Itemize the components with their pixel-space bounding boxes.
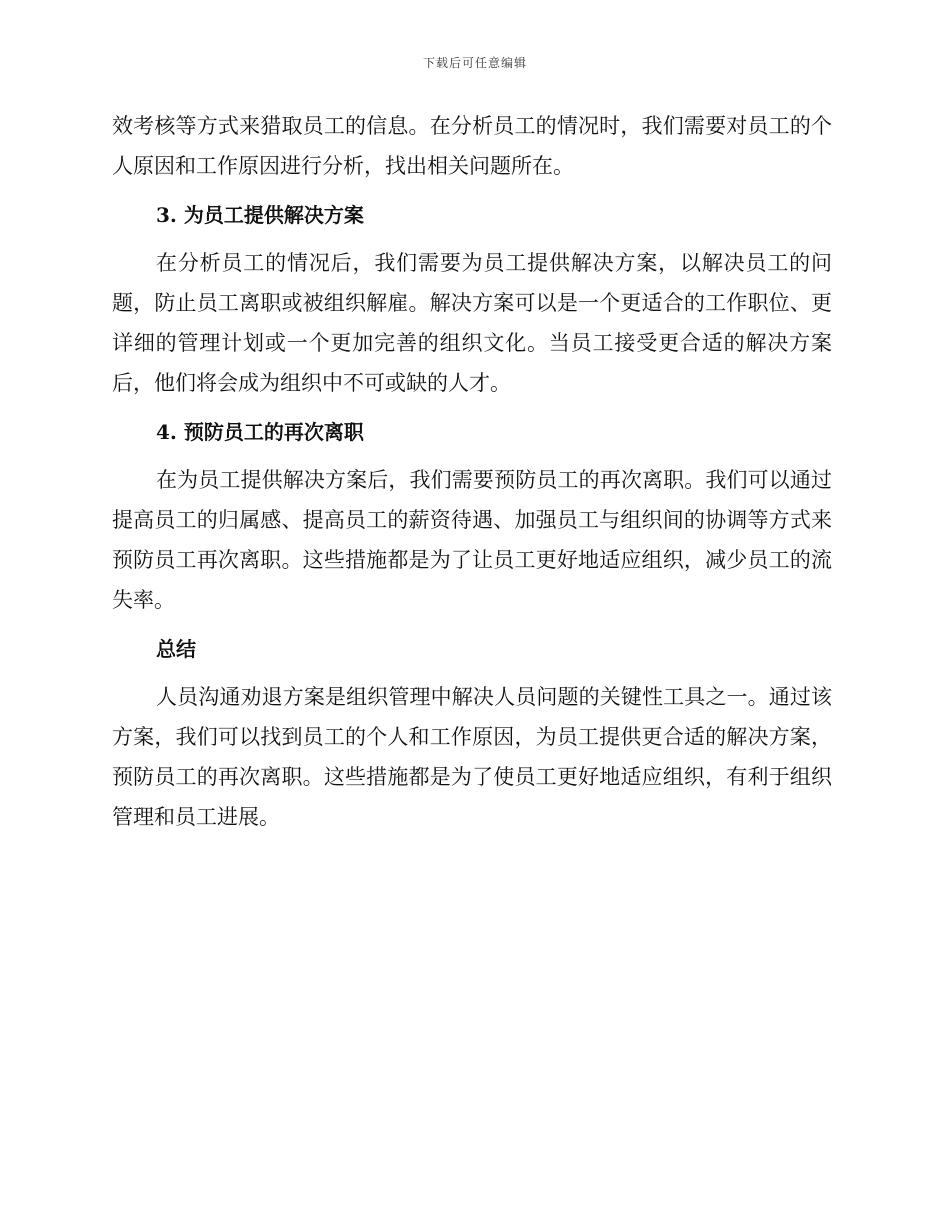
document-body [112,106,832,837]
section-heading-solutions: 3. 为员工提供解决方案 [156,203,364,227]
page-header-note: 下载后可任意编辑 [422,56,527,70]
section-heading-summary: 总结 [156,637,196,661]
section-paragraph-prevention: 在为员工提供解决方案后，我们需要预防员工的再次离职。我们可以通过提高员工的归属感、提高员工的薪资待遇、加强员工与组织间的协调等方式来预防员工再次离职。这些措施都是为了让员工更好地适应组织，减少员工的流失率。 [112,468,832,612]
section-paragraph-solutions: 在分析员工的情况后，我们需要为员工提供解决方案，以解决员工的问题，防止员工离职或被组织解雇。解决方案可以是一个更适合的工作职位、更详细的管理计划或一个更加完善的组织文化。当员工接受更合适的解决方案后，他们将会成为组织中不可或缺的人才。 [112,251,832,395]
section-paragraph-summary: 人员沟通劝退方案是组织管理中解决人员问题的关键性工具之一。通过该方案，我们可以找到员工的个人和工作原因，为员工提供更合适的解决方案，预防员工的再次离职。这些措施都是为了使员工更好地适应组织，有利于组织管理和员工进展。 [112,685,832,829]
continuation-paragraph: 效考核等方式来猎取员工的信息。在分析员工的情况时，我们需要对员工的个人原因和工作原因进行分析，找出相关问题所在。 [112,114,832,178]
section-heading-prevention: 4. 预防员工的再次离职 [156,420,364,444]
